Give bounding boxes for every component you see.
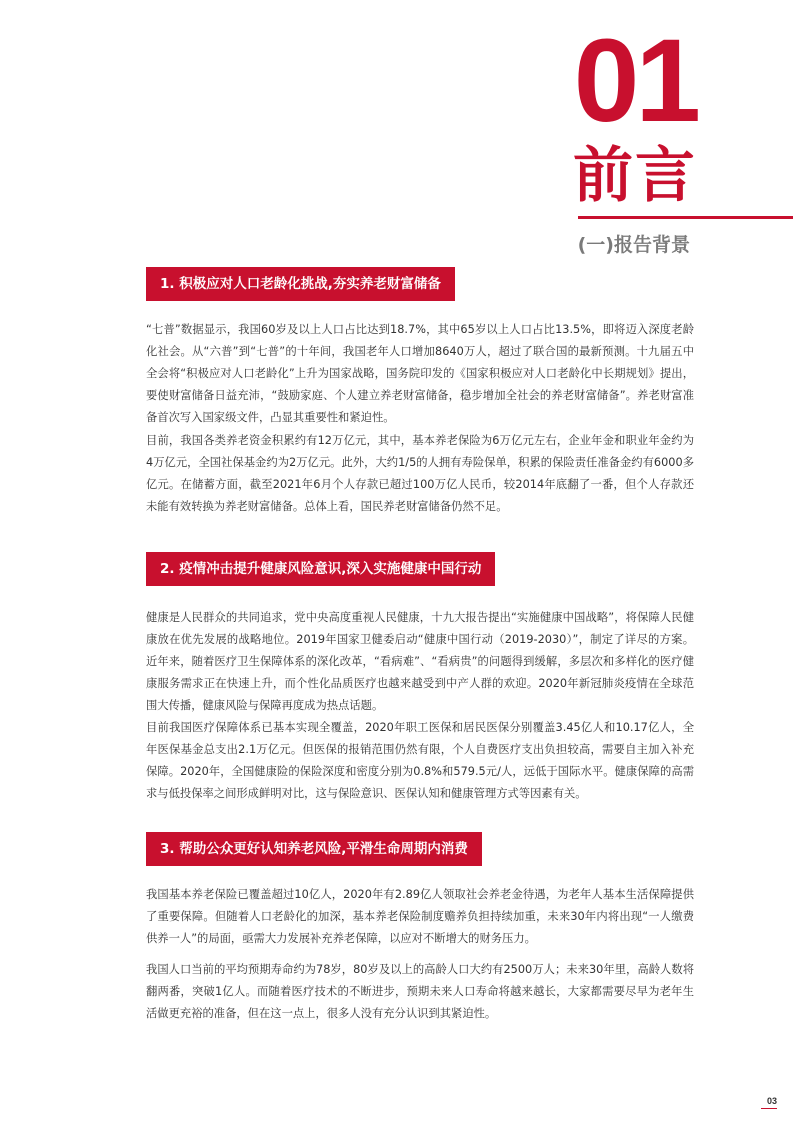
page-number-underline [761,1108,777,1109]
chapter-number: 01 [573,15,697,147]
section-header-3: 3. 帮助公众更好认知养老风险,平滑生命周期内消费 [146,832,482,866]
subsection-title: (一)报告背景 [577,234,690,256]
section-3-paragraph-1: 我国基本养老保险已覆盖超过10亿人，2020年有2.89亿人领取社会养老金待遇，为老年人基本生活保障提供了重要保障。但随着人口老龄化的加深，基本养老保险制度赡养负担持续加重，未来30年内将出现“一人缴费供养一人”的局面，亟需大力发展补充养老保障，以应对不断增大的财务压力。 [146,888,694,945]
section-header-1: 1. 积极应对人口老龄化挑战,夯实养老财富储备 [146,267,455,301]
title-divider [578,216,793,219]
section-1-paragraph-2: 目前，我国各类养老资金积累约有12万亿元，其中，基本养老保险为6万亿元左右，企业年金和职业年金约为4万亿元，全国社保基金约为2万亿元。此外，大约1/5的人拥有寿险保单，积累的保险责任准备金约有6000多亿元。在储蓄方面，截至2021年6月个人存款已超过100万亿人民币，较2014年底翻了一番，但个人存款还未能有效转换为养老财富储备。总体上看，国民养老财富储备仍然不足。 [146,434,694,513]
section-1-paragraph-1: “七普”数据显示，我国60岁及以上人口占比达到18.7%，其中65岁以上人口占比13.5%，即将迈入深度老龄化社会。从“六普”到“七普”的十年间，我国老年人口增加8640万人，超过了联合国的最新预测。十九届五中全会将“积极应对人口老龄化”上升为国家战略，国务院印发的《国家积极应对人口老龄化中长期规划》提出，要使财富储备日益充沛，“鼓励家庭、个人建立养老财富储备，稳步增加全社会的养老财富储备”。养老财富准备首次写入国家级文件，凸显其重要性和紧迫性。 [146,323,694,424]
section-2-paragraph-2: 目前我国医疗保障体系已基本实现全覆盖，2020年职工医保和居民医保分别覆盖3.45亿人和10.17亿人，全年医保基金总支出2.1万亿元。但医保的报销范围仍然有限，个人自费医疗支出负担较高，需要自主加入补充保障。2020年，全国健康险的保险深度和密度分别为0.8%和579.5元/人，远低于国际水平。健康保障的高需求与低投保率之间形成鲜明对比，这与保险意识、医保认知和健康管理方式等因素有关。 [146,721,694,800]
section-header-2: 2. 疫情冲击提升健康风险意识,深入实施健康中国行动 [146,552,495,586]
section-2-paragraph-1: 健康是人民群众的共同追求，党中央高度重视人民健康，十九大报告提出“实施健康中国战略”，将保障人民健康放在优先发展的战略地位。2019年国家卫健委启动“健康中国行动（2019-2030）”，制定了详尽的方案。近年来，随着医疗卫生保障体系的深化改革，“看病难”、“看病贵”的问题得到缓解，多层次和多样化的医疗健康服务需求正在快速上升，而个性化品质医疗也越来越受到中产人群的欢迎。2020年新冠肺炎疫情在全球范围大传播，健康风险与保障再度成为热点话题。 [146,611,694,712]
chapter-title: 前言 [573,141,697,211]
page-number: 03 [766,1096,777,1106]
section-3-paragraph-2: 我国人口当前的平均预期寿命约为78岁，80岁及以上的高龄人口大约有2500万人；未来30年里，高龄人数将翻两番，突破1亿人。而随着医疗技术的不断进步，预期未来人口寿命将越来越长，大家都需要尽早为老年生活做更充裕的准备，但在这一点上，很多人没有充分认识到其紧迫性。 [146,963,694,1020]
